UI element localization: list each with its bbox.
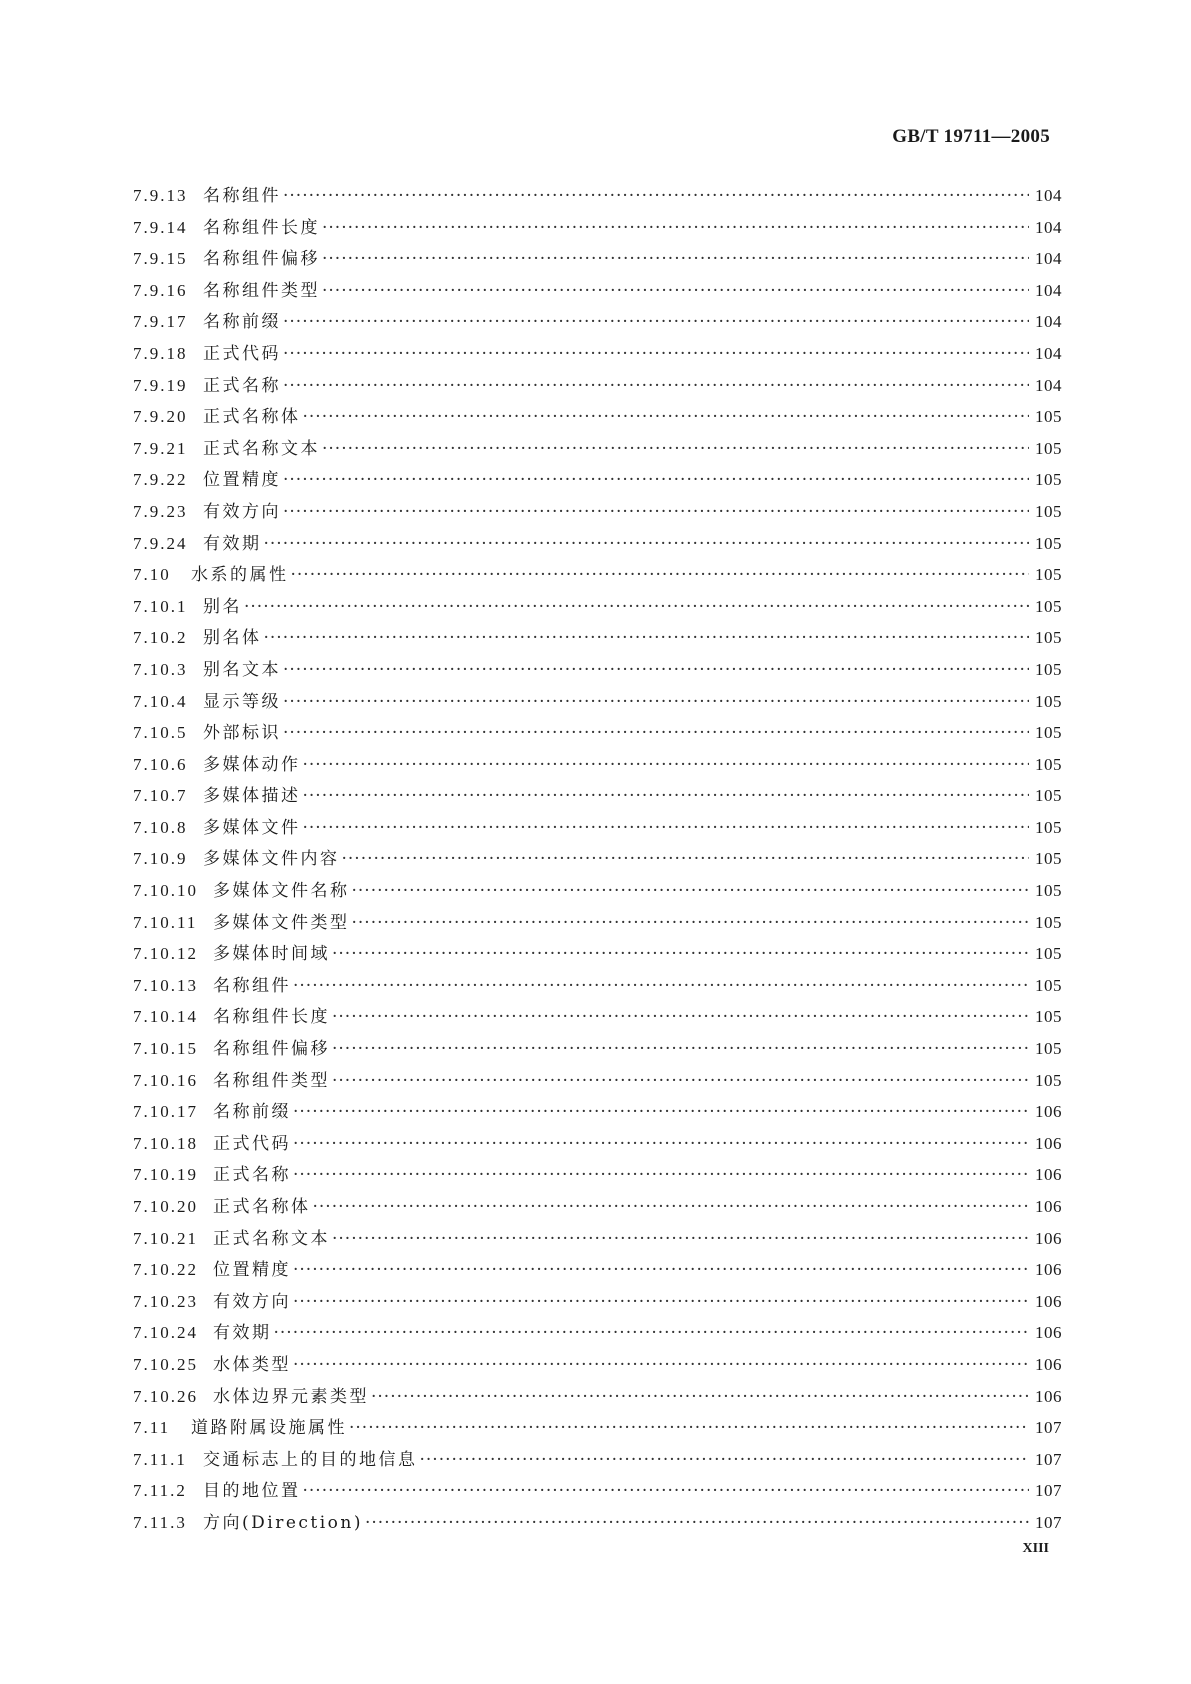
dot-leader [283,376,1029,396]
toc-entry[interactable] [133,1476,1062,1508]
toc-entry-number: 7.10.8 [133,817,188,837]
dot-leader [293,976,1029,996]
toc-entry[interactable] [133,339,1062,371]
dot-leader [342,849,1030,869]
toc-entry[interactable] [133,1413,1062,1445]
toc-entry[interactable] [133,307,1062,339]
toc-entry-page: 105 [1035,470,1062,490]
toc-entry-title: 名称组件长度 [213,1007,330,1028]
toc-entry-number: 7.9.17 [133,312,188,332]
toc-entry-title: 正式名称文本 [203,438,320,459]
toc-entry-title: 别名体 [203,628,262,649]
toc-entry[interactable] [133,1160,1062,1192]
dot-leader [332,1071,1029,1091]
toc-entry[interactable] [133,1192,1062,1224]
table-of-contents [133,181,1062,1540]
dot-leader [283,312,1029,332]
toc-entry[interactable] [133,529,1062,561]
toc-entry[interactable] [133,876,1062,908]
toc-entry-number: 7.9.16 [133,280,188,300]
dot-leader [303,407,1030,427]
toc-entry-page: 104 [1035,249,1062,269]
toc-entry-page: 104 [1035,375,1062,395]
toc-entry-number: 7.10.5 [133,723,188,743]
toc-entry-number: 7.10.17 [133,1102,198,1122]
toc-entry-title: 名称组件 [213,975,291,996]
toc-entry-page: 105 [1035,659,1062,679]
toc-entry[interactable] [133,1350,1062,1382]
toc-entry-page: 104 [1035,280,1062,300]
dot-leader [332,1229,1029,1249]
toc-entry-title: 名称前缀 [203,312,281,333]
toc-entry[interactable] [133,181,1062,213]
toc-entry[interactable] [133,465,1062,497]
dot-leader [365,1513,1029,1533]
dot-leader [283,470,1029,490]
toc-entry-title: 多媒体文件名称 [213,881,350,902]
toc-entry-title: 别名文本 [203,659,281,680]
toc-entry-title: 名称组件偏移 [203,249,320,270]
page-number: XIII [1022,1541,1049,1556]
toc-entry-number: 7.10.14 [133,1007,198,1027]
toc-entry[interactable] [133,1129,1062,1161]
toc-entry-page: 104 [1035,217,1062,237]
dot-leader [293,1165,1029,1185]
toc-entry-title: 正式名称文本 [213,1228,330,1249]
toc-entry[interactable] [133,244,1062,276]
toc-entry[interactable] [133,1382,1062,1414]
toc-entry-page: 106 [1035,1133,1062,1153]
dot-leader [283,723,1029,743]
toc-entry[interactable] [133,939,1062,971]
toc-entry-number: 7.10.25 [133,1354,198,1374]
toc-entry-number: 7.10.20 [133,1197,198,1216]
toc-entry-number: 7.10.15 [133,1039,198,1059]
dot-leader [420,1450,1030,1470]
toc-entry-page: 105 [1035,817,1062,837]
toc-entry-title: 水系的属性 [191,565,289,586]
toc-entry-number: 7.10.7 [133,786,188,806]
toc-entry-page: 107 [1035,1449,1062,1469]
dot-leader [352,913,1030,933]
toc-entry-title: 正式名称 [213,1165,291,1186]
toc-entry-title: 多媒体描述 [203,786,301,807]
toc-entry-title: 名称前缀 [213,1102,291,1123]
toc-entry-page: 106 [1035,1323,1062,1343]
toc-entry-page: 105 [1035,533,1062,553]
toc-entry-number: 7.9.18 [133,343,188,363]
toc-entry[interactable] [133,592,1062,624]
dot-leader [293,1292,1029,1312]
toc-entry-number: 7.10.11 [133,912,198,932]
toc-entry-page: 107 [1035,1418,1062,1438]
dot-leader [332,1039,1029,1059]
dot-leader [332,1007,1029,1027]
toc-entry-number: 7.9.19 [133,375,188,395]
toc-entry-page: 107 [1035,1512,1062,1532]
toc-entry-number: 7.9.13 [133,186,188,205]
toc-entry-page: 105 [1035,565,1062,585]
toc-entry-number: 7.10.3 [133,659,188,679]
toc-entry-page: 105 [1035,501,1062,521]
dot-leader [332,944,1029,964]
toc-entry[interactable] [133,1508,1062,1540]
toc-entry-number: 7.11 [133,1418,171,1438]
toc-entry-page: 106 [1035,1291,1062,1311]
toc-entry-number: 7.11.1 [133,1449,187,1469]
dot-leader [352,881,1030,901]
toc-entry-page: 106 [1035,1197,1062,1216]
dot-leader [283,660,1029,680]
toc-entry-title: 正式名称 [203,375,281,396]
toc-entry-number: 7.9.14 [133,217,188,237]
toc-entry-page: 104 [1035,186,1062,205]
toc-entry-title: 正式名称体 [213,1197,311,1217]
toc-entry-page: 105 [1035,723,1062,743]
dot-leader [264,534,1030,554]
toc-entry[interactable] [133,623,1062,655]
toc-entry-number: 7.10.24 [133,1323,198,1343]
toc-entry-page: 105 [1035,944,1062,964]
standard-code-header: GB/T 19711—2005 [892,126,1050,147]
toc-entry-title: 多媒体时间域 [213,944,330,965]
toc-entry[interactable] [133,1097,1062,1129]
toc-entry[interactable] [133,434,1062,466]
toc-entry-page: 105 [1035,754,1062,774]
toc-entry-title: 正式代码 [203,343,281,364]
dot-leader [303,786,1030,806]
toc-entry-page: 106 [1035,1165,1062,1185]
toc-entry[interactable] [133,844,1062,876]
toc-entry-title: 水体类型 [213,1354,291,1375]
toc-entry-title: 方向(Direction) [203,1512,363,1533]
toc-entry-page: 105 [1035,691,1062,711]
toc-entry-title: 位置精度 [203,470,281,491]
dot-leader [244,597,1029,617]
toc-entry-page: 105 [1035,975,1062,995]
toc-entry[interactable] [133,750,1062,782]
toc-entry-page: 106 [1035,1354,1062,1374]
toc-entry-number: 7.10 [133,565,171,585]
toc-entry-title: 名称组件类型 [203,280,320,301]
toc-entry-title: 有效期 [203,533,262,554]
dot-leader [264,628,1030,648]
toc-entry[interactable] [133,371,1062,403]
toc-entry-title: 有效方向 [203,501,281,522]
dot-leader [283,692,1029,712]
toc-entry-number: 7.9.15 [133,249,188,269]
toc-entry-title: 水体边界元素类型 [213,1386,369,1407]
toc-entry-number: 7.10.19 [133,1165,198,1185]
toc-entry-number: 7.10.16 [133,1070,198,1090]
toc-entry-number: 7.9.24 [133,533,188,553]
toc-entry-number: 7.9.20 [133,407,188,427]
toc-entry-number: 7.10.4 [133,691,188,711]
toc-entry-title: 交通标志上的目的地信息 [203,1449,418,1470]
toc-entry-page: 105 [1035,786,1062,806]
toc-entry-number: 7.10.6 [133,754,188,774]
toc-entry-page: 106 [1035,1228,1062,1248]
toc-entry[interactable] [133,1445,1062,1477]
toc-entry-page: 106 [1035,1102,1062,1122]
toc-entry-number: 7.10.13 [133,975,198,995]
toc-entry-number: 7.10.2 [133,628,188,648]
toc-entry-number: 7.10.9 [133,849,188,869]
dot-leader [274,1323,1030,1343]
toc-entry-number: 7.10.1 [133,596,188,616]
toc-entry[interactable] [133,908,1062,940]
toc-entry[interactable] [133,276,1062,308]
dot-leader [371,1387,1029,1407]
toc-entry[interactable] [133,1255,1062,1287]
toc-entry-page: 105 [1035,438,1062,458]
toc-entry-page: 104 [1035,312,1062,332]
toc-entry[interactable] [133,813,1062,845]
toc-entry-number: 7.10.18 [133,1133,198,1153]
toc-entry-title: 别名 [203,596,242,617]
dot-leader [283,344,1029,364]
toc-entry-page: 105 [1035,1039,1062,1059]
toc-entry-title: 正式代码 [213,1133,291,1154]
toc-entry-title: 正式名称体 [203,407,301,428]
toc-entry-page: 105 [1035,881,1062,901]
toc-entry-number: 7.11.3 [133,1512,187,1532]
dot-leader [322,439,1029,459]
toc-entry-title: 多媒体文件类型 [213,912,350,933]
dot-leader [291,565,1030,585]
toc-entry-title: 有效期 [213,1323,272,1344]
toc-entry-title: 位置精度 [213,1260,291,1281]
toc-entry[interactable] [133,687,1062,719]
toc-entry[interactable] [133,781,1062,813]
toc-entry[interactable] [133,1287,1062,1319]
dot-leader [303,818,1030,838]
dot-leader [293,1260,1029,1280]
toc-entry[interactable] [133,1066,1062,1098]
toc-entry-number: 7.9.22 [133,470,188,490]
dot-leader [322,218,1029,238]
toc-entry-page: 105 [1035,407,1062,427]
toc-entry[interactable] [133,1034,1062,1066]
toc-entry-page: 105 [1035,596,1062,616]
toc-entry-page: 104 [1035,343,1062,363]
toc-entry[interactable] [133,497,1062,529]
toc-entry[interactable] [133,655,1062,687]
dot-leader [322,249,1029,269]
toc-entry-title: 多媒体动作 [203,754,301,775]
dot-leader [293,1102,1029,1122]
toc-entry[interactable] [133,971,1062,1003]
toc-entry[interactable] [133,213,1062,245]
toc-entry-title: 道路附属设施属性 [191,1418,347,1439]
toc-entry[interactable] [133,1002,1062,1034]
dot-leader [293,1134,1029,1154]
toc-entry[interactable] [133,560,1062,592]
dot-leader [313,1197,1030,1217]
toc-entry-page: 105 [1035,628,1062,648]
toc-entry[interactable] [133,402,1062,434]
dot-leader [303,755,1030,775]
toc-entry-page: 105 [1035,1070,1062,1090]
dot-leader [293,1355,1029,1375]
toc-entry-number: 7.10.23 [133,1291,198,1311]
toc-entry-title: 外部标识 [203,723,281,744]
toc-entry-number: 7.10.21 [133,1228,198,1248]
toc-entry-page: 106 [1035,1386,1062,1406]
toc-entry-title: 目的地位置 [203,1481,301,1502]
toc-entry-title: 多媒体文件 [203,817,301,838]
toc-entry-page: 107 [1035,1481,1062,1501]
toc-entry-title: 显示等级 [203,691,281,712]
toc-entry-title: 名称组件 [203,186,281,206]
toc-entry-title: 名称组件类型 [213,1070,330,1091]
dot-leader [283,502,1029,522]
toc-entry[interactable] [133,1224,1062,1256]
dot-leader [322,281,1029,301]
toc-entry-number: 7.9.23 [133,501,188,521]
toc-entry[interactable] [133,718,1062,750]
toc-entry-page: 105 [1035,1007,1062,1027]
toc-entry[interactable] [133,1318,1062,1350]
dot-leader [349,1418,1029,1438]
toc-entry-title: 名称组件偏移 [213,1039,330,1060]
toc-entry-number: 7.11.2 [133,1481,187,1501]
toc-entry-page: 105 [1035,912,1062,932]
toc-entry-number: 7.10.12 [133,944,198,964]
toc-entry-title: 有效方向 [213,1291,291,1312]
toc-entry-page: 105 [1035,849,1062,869]
toc-entry-number: 7.9.21 [133,438,188,458]
toc-entry-title: 多媒体文件内容 [203,849,340,870]
toc-entry-number: 7.10.22 [133,1260,198,1280]
toc-entry-title: 名称组件长度 [203,217,320,238]
toc-entry-number: 7.10.10 [133,881,198,901]
toc-entry-number: 7.10.26 [133,1386,198,1406]
toc-entry-page: 106 [1035,1260,1062,1280]
dot-leader [303,1481,1030,1501]
dot-leader [283,186,1029,206]
